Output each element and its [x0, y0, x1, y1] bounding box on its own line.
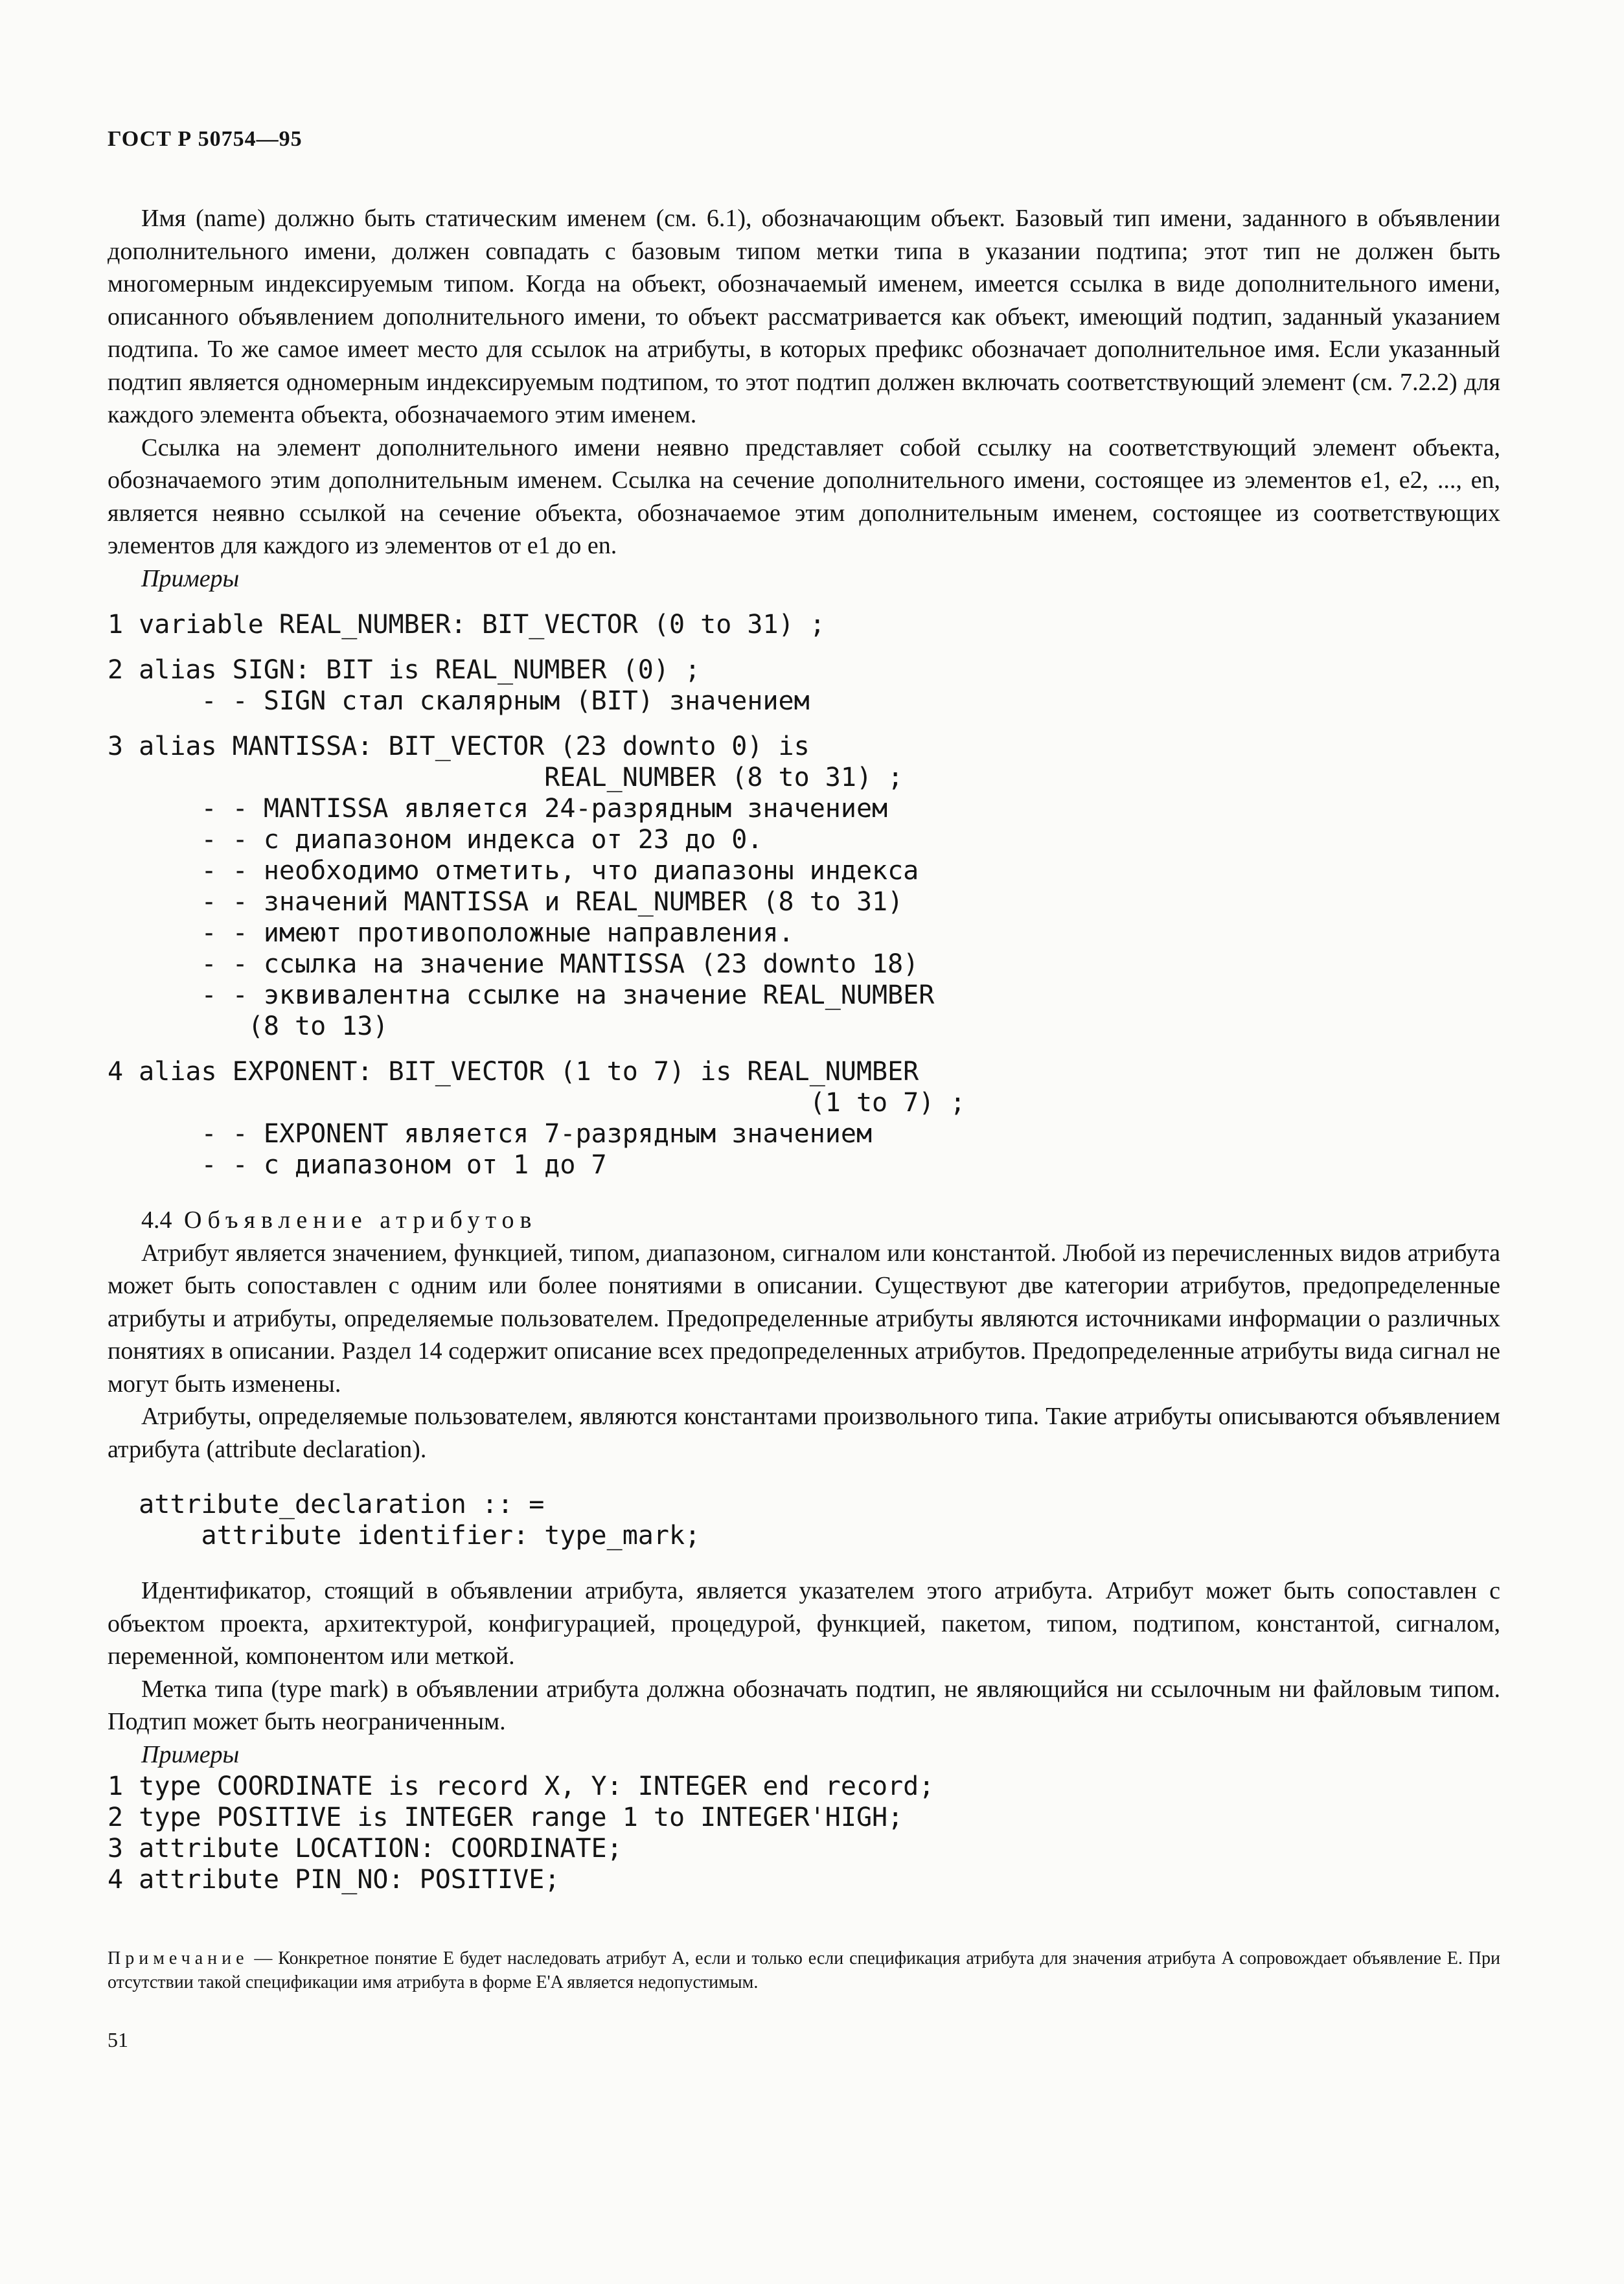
paragraph-attribute-kinds: Атрибут является значением, функцией, типом, диапазоном, сигналом или константой. Любой из перечисленных видов атрибута может быть сопоставлен с одним или более понятиями в описании. Существуют две категории атрибутов, предопределенные атрибуты и атрибуты, определяемые пользователем. Предопределенные атрибуты являются источниками информации о различных понятиях в описании. Раздел 14 содержит описание всех предопределенных атрибутов. Предопределенные атрибуты вида сигнал не могут быть изменены.	[108, 1239, 1500, 1398]
note-text: — Конкретное понятие E будет наследовать атрибут A, если и только если спецификация атрибута для значения атрибута A сопровождает объявление E. При отсутствии такой спецификации имя атрибута в форме E'A является недопустимым.	[108, 1948, 1500, 1992]
syntax-line: attribute identifier: type_mark;	[108, 1521, 701, 1551]
paragraph-alias-element: Ссылка на элемент дополнительного имени неявно представляет собой ссылку на соответствующий элемент объекта, обозначаемого этим дополнительным именем. Ссылка на сечение дополнительного имени, состоящее из элементов e1, e2, ..., en, является неявно ссылкой на сечение объекта, обозначаемое этим дополнительным именем, состоящее из соответствующих элементов для каждого из элементов от e1 до en.	[108, 433, 1500, 559]
code-comment: - - эквивалентна ссылке на значение REAL_NUMBER	[108, 980, 935, 1010]
code-comment: - - значений MANTISSA и REAL_NUMBER (8 to 31)	[108, 887, 904, 917]
paragraph-alias-name: Имя (name) должно быть статическим именем (см. 6.1), обозначающим объект. Базовый тип имени, заданного в объявлении дополнительного имени, должен совпадать с базовым типом метки типа в указании подтипа; этот тип не должен быть многомерным индексируемым типом. Когда на объект, обозначаемый именем, имеется ссылка в виде дополнительного имени, описанного объявлением дополнительного имени, то объект рассматривается как объект, имеющий подтип, заданный указанием подтипа. То же самое имеет место для ссылок на атрибуты, в которых префикс обозначает дополнительное имя. Если указанный подтип является одномерным индексируемым подтипом, то этот подтип должен включать соответствующий элемент (см. 7.2.2) для каждого элемента объекта, обозначаемого этим именем.	[108, 205, 1500, 428]
code-example-4	[108, 1056, 1500, 1181]
code-example-2	[108, 654, 1500, 717]
syntax-rule	[108, 1489, 1500, 1551]
code-example-3	[108, 731, 1500, 1042]
paragraph-user-attributes: Атрибуты, определяемые пользователем, являются константами произвольного типа. Такие атрибуты описываются объявлением атрибута (attribute declaration).	[108, 1403, 1500, 1463]
paragraph-identifier: Идентификатор, стоящий в объявлении атрибута, является указателем этого атрибута. Атрибут может быть сопоставлен с объектом проекта, архитектурой, конфигурацией, процедурой, функцией, пакетом, типом, подтипом, константой, сигналом, переменной, компонентом или меткой.	[108, 1577, 1500, 1670]
section-heading	[108, 1204, 1500, 1237]
code-line: 2 type POSITIVE is INTEGER range 1 to INTEGER'HIGH;	[108, 1803, 904, 1832]
code-comment: - - MANTISSA является 24-разрядным значением	[108, 794, 888, 824]
code-comment: - - ссылка на значение MANTISSA (23 downto 18)	[108, 949, 919, 979]
code-line: 3 attribute LOCATION: COORDINATE;	[108, 1834, 623, 1863]
code-comment: - - SIGN стал скалярным (BIT) значением	[108, 686, 810, 716]
code-line: 4 alias EXPONENT: BIT_VECTOR (1 to 7) is REAL_NUMBER	[108, 1057, 919, 1087]
document-header: ГОСТ Р 50754—95	[108, 127, 303, 151]
section-title: Объявление атрибутов	[184, 1206, 538, 1234]
page-number: 51	[108, 2028, 128, 2051]
code-example-1: 1 variable REAL_NUMBER: BIT_VECTOR (0 to 31) ;	[108, 610, 825, 640]
code-line: 3 alias MANTISSA: BIT_VECTOR (23 downto 0) is	[108, 732, 810, 761]
code-line: 4 attribute PIN_NO: POSITIVE;	[108, 1865, 560, 1895]
footnote	[108, 1946, 1500, 1994]
code-comment: - - необходимо отметить, что диапазоны индекса	[108, 856, 919, 886]
code-line: 2 alias SIGN: BIT is REAL_NUMBER (0) ;	[108, 655, 701, 685]
examples-heading: Примеры	[141, 564, 240, 592]
code-comment: - - с диапазоном от 1 до 7	[108, 1150, 607, 1180]
code-comment: - - EXPONENT является 7-разрядным значением	[108, 1119, 873, 1149]
code-comment: - - имеют противоположные направления.	[108, 918, 794, 948]
examples-heading: Примеры	[141, 1740, 240, 1768]
code-comment: (8 to 13)	[108, 1011, 389, 1041]
code-line: (1 to 7) ;	[108, 1088, 966, 1118]
note-label: Примечание	[108, 1948, 249, 1968]
paragraph-type-mark: Метка типа (type mark) в объявлении атрибута должна обозначать подтип, не являющийся ни ссылочным ни файловым типом. Подтип может быть неограниченным.	[108, 1675, 1500, 1735]
code-line: REAL_NUMBER (8 to 31) ;	[108, 763, 904, 792]
code-comment: - - с диапазоном индекса от 23 до 0.	[108, 825, 763, 855]
document-body	[108, 202, 1500, 1895]
code-line: 1 type COORDINATE is record X, Y: INTEGER end record;	[108, 1771, 935, 1801]
section-number: 4.4	[141, 1206, 172, 1234]
syntax-line: attribute_declaration :: =	[108, 1490, 545, 1519]
code-examples-attributes	[108, 1771, 1500, 1895]
